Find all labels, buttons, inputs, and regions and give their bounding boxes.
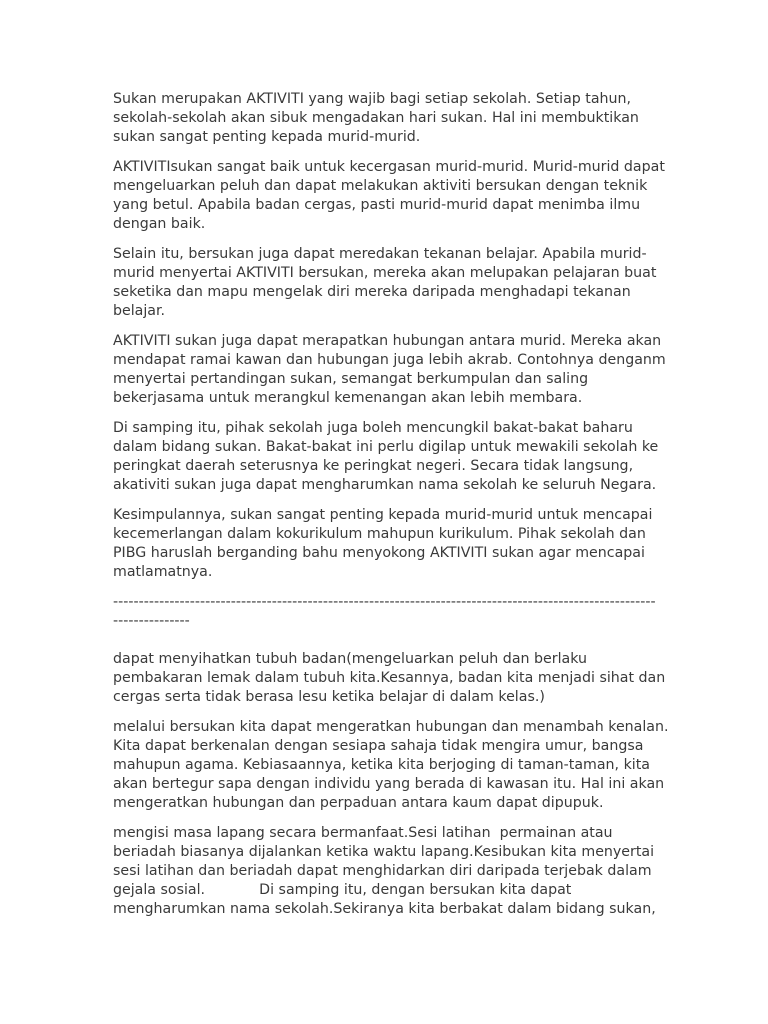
text-line: seketika dan mapu mengelak diri mereka daripada menghadapi tekanan	[113, 284, 631, 300]
divider-line: ---------------	[113, 613, 190, 629]
text-line: matlamatnya.	[113, 564, 213, 580]
essay-section	[113, 90, 666, 582]
text-line: kecemerlangan dalam kokurikulum mahupun kurikulum. Pihak sekolah dan	[113, 526, 646, 542]
text-line: yang betul. Apabila badan cergas, pasti murid-murid dapat menimba ilmu	[113, 197, 641, 213]
text-line: Kesimpulannya, sukan sangat penting kepada murid-murid untuk mencapai	[113, 507, 653, 523]
text-line: mengeratkan hubungan dan perpaduan antara kaum dapat dipupuk.	[113, 795, 604, 811]
text-line: melalui bersukan kita dapat mengeratkan hubungan dan menambah kenalan.	[113, 719, 669, 735]
text-line: mengharumkan nama sekolah.Sekiranya kita berbakat dalam bidang sukan,	[113, 901, 656, 917]
text-line: mendapat ramai kawan dan hubungan juga lebih akrab. Contohnya denganm	[113, 352, 666, 368]
text-line: PIBG haruslah berganding bahu menyokong AKTIVITI sukan agar mencapai	[113, 545, 645, 561]
text-line: Di samping itu, pihak sekolah juga boleh mencungkil bakat-bakat baharu	[113, 420, 633, 436]
text-line: dalam bidang sukan. Bakat-bakat ini perlu digilap untuk mewakili sekolah ke	[113, 439, 659, 455]
text-line: Sukan merupakan AKTIVITI yang wajib bagi setiap sekolah. Setiap tahun,	[113, 91, 632, 107]
essay-paragraph-relationship	[113, 332, 666, 408]
text-line: sesi latihan dan beriadah dapat menghidarkan diri daripada terjebak dalam	[113, 863, 652, 879]
essay-paragraph-fitness	[113, 158, 665, 234]
text-line: beriadah biasanya dijalankan ketika waktu lapang.Kesibukan kita menyertai	[113, 844, 655, 860]
notes-section	[113, 650, 669, 919]
text-line: akativiti sukan juga dapat mengharumkan nama sekolah ke seluruh Negara.	[113, 477, 657, 493]
text-line: belajar.	[113, 303, 166, 319]
dashed-divider	[113, 593, 658, 631]
notes-paragraph-health	[113, 650, 666, 707]
document-page	[113, 90, 669, 930]
text-line: sekolah-sekolah akan sibuk mengadakan hari sukan. Hal ini membuktikan	[113, 110, 639, 126]
text-line: gejala sosial. Di samping itu, dengan bersukan kita dapat	[113, 882, 572, 898]
text-line: sukan sangat penting kepada murid-murid.	[113, 129, 421, 145]
text-line: peringkat daerah seterusnya ke peringkat negeri. Secara tidak langsung,	[113, 458, 634, 474]
notes-paragraph-leisure	[113, 824, 658, 919]
text-line: mengisi masa lapang secara bermanfaat.Sesi latihan permainan atau	[113, 825, 613, 841]
text-line: dengan baik.	[113, 216, 206, 232]
text-line: dapat menyihatkan tubuh badan(mengeluarkan peluh dan berlaku	[113, 651, 587, 667]
text-line: pembakaran lemak dalam tubuh kita.Kesannya, badan kita menjadi sihat dan	[113, 670, 666, 686]
text-line: bekerjasama untuk merangkul kemenangan akan lebih membara.	[113, 390, 583, 406]
divider-line: ----------------------------------------------------------------------------------------------------------	[113, 594, 656, 610]
text-line: menyertai pertandingan sukan, semangat berkumpulan dan saling	[113, 371, 589, 387]
text-line: Kita dapat berkenalan dengan sesiapa sahaja tidak mengira umur, bangsa	[113, 738, 644, 754]
text-line: AKTIVITI sukan juga dapat merapatkan hubungan antara murid. Mereka akan	[113, 333, 662, 349]
notes-paragraph-relationship	[113, 718, 669, 813]
text-line: AKTIVITIsukan sangat baik untuk kecergasan murid-murid. Murid-murid dapat	[113, 159, 665, 175]
text-line: murid menyertai AKTIVITI bersukan, mereka akan melupakan pelajaran buat	[113, 265, 657, 281]
text-line: mahupun agama. Kebiasaannya, ketika kita berjoging di taman-taman, kita	[113, 757, 650, 773]
text-line: mengeluarkan peluh dan dapat melakukan aktiviti bersukan dengan teknik	[113, 178, 648, 194]
text-line: cergas serta tidak berasa lesu ketika belajar di dalam kelas.)	[113, 689, 545, 705]
text-line: akan bertegur sapa dengan individu yang berada di kawasan itu. Hal ini akan	[113, 776, 665, 792]
essay-paragraph-conclusion	[113, 506, 658, 582]
text-line: Selain itu, bersukan juga dapat meredakan tekanan belajar. Apabila murid-	[113, 246, 647, 262]
essay-paragraph-stress	[113, 245, 658, 321]
essay-paragraph-intro	[113, 90, 658, 147]
essay-paragraph-talent	[113, 419, 658, 495]
